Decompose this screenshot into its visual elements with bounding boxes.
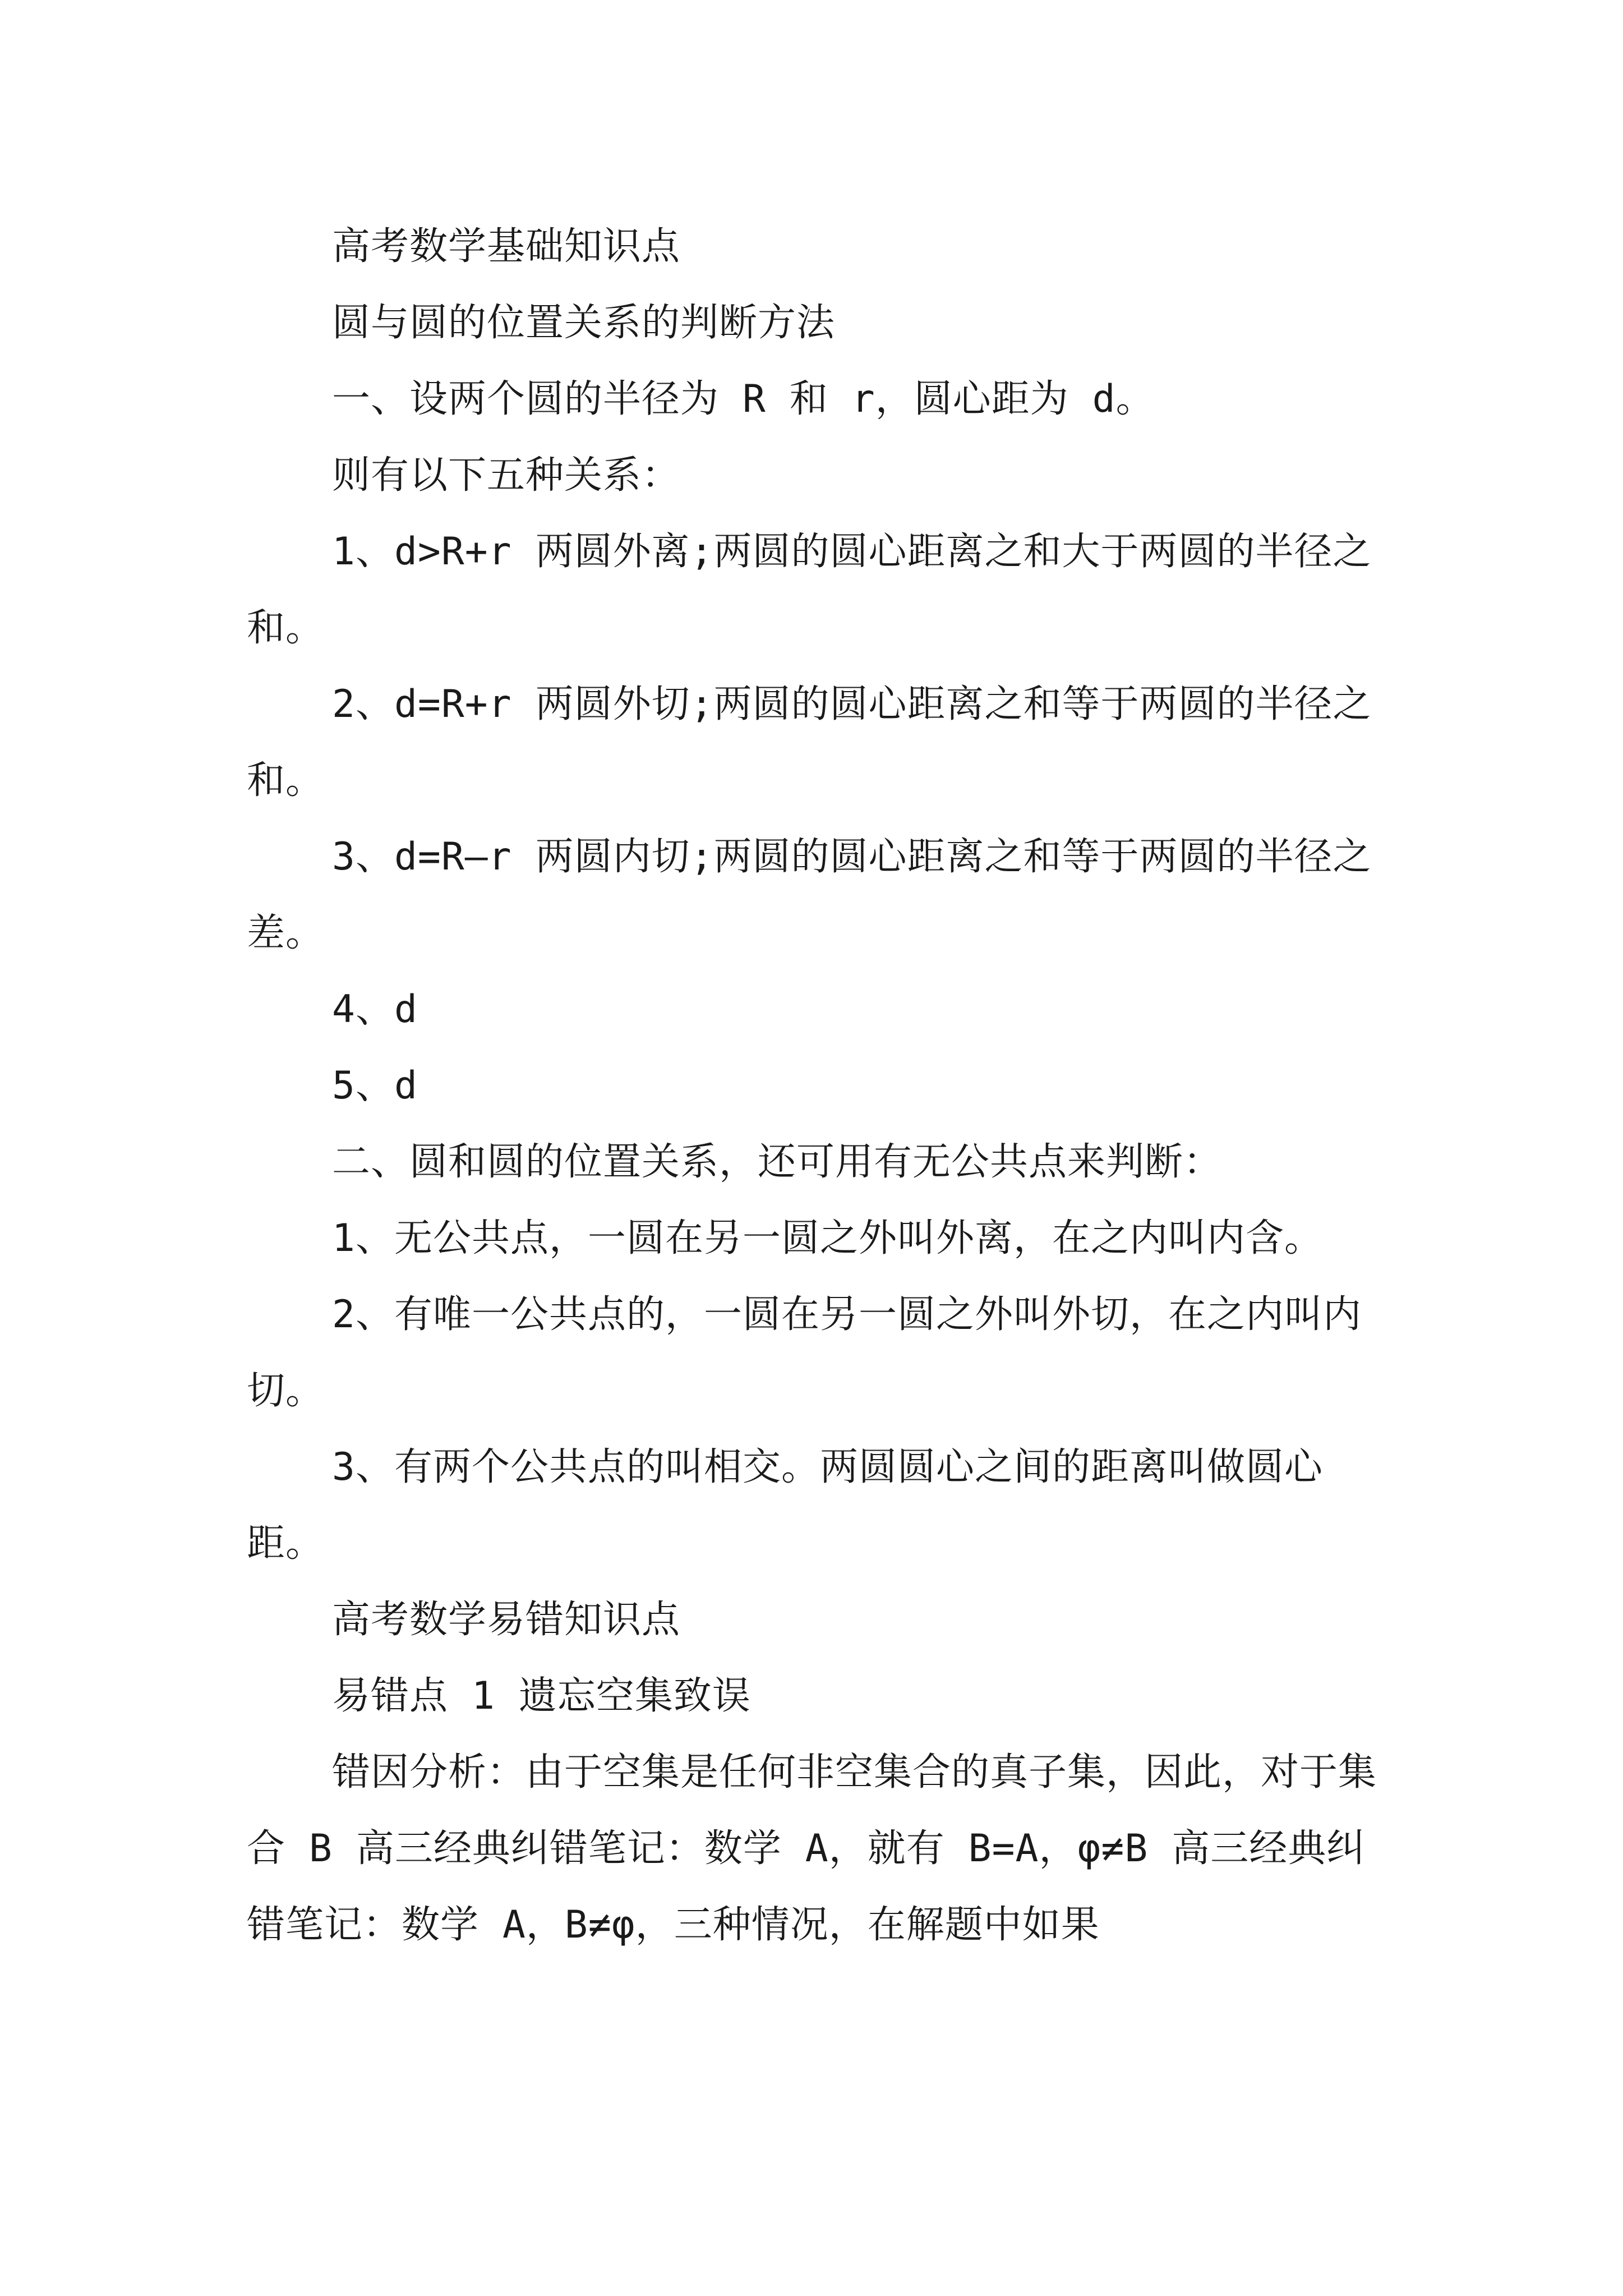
paragraph-error-analysis: 错因分析：由于空集是任何非空集合的真子集，因此，对于集合 B 高三经典纠错笔记：数学 A，就有 B=A，φ≠B 高三经典纠错笔记：数学 A，B≠φ，三种情况，在解题中如果 xyxy=(247,1750,1377,1947)
list-item-relation-1: 1、d>R+r 两圆外离;两圆的圆心距离之和大于两圆的半径之和。 xyxy=(247,530,1372,650)
section-title-circle-relations: 圆与圆的位置关系的判断方法 xyxy=(332,301,836,345)
list-item-common-points-3: 3、有两个公共点的叫相交。两圆圆心之间的距离叫做圆心距。 xyxy=(247,1445,1323,1566)
list-item-relation-3: 3、d=R—r 两圆内切;两圆的圆心距离之和等于两圆的半径之差。 xyxy=(247,835,1372,955)
subheading-error-point-1: 易错点 1 遗忘空集致误 xyxy=(332,1674,751,1718)
paragraph-five-relations-intro: 则有以下五种关系： xyxy=(332,453,681,498)
document-body xyxy=(247,209,1391,1963)
list-item-relation-2: 2、d=R+r 两圆外切;两圆的圆心距离之和等于两圆的半径之和。 xyxy=(247,682,1372,803)
heading-error-prone-knowledge: 高考数学易错知识点 xyxy=(332,1598,681,1642)
list-item-common-points-1: 1、无公共点，一圆在另一圆之外叫外离，在之内叫内含。 xyxy=(332,1216,1323,1260)
list-item-common-points-2: 2、有唯一公共点的，一圆在另一圆之外叫外切，在之内叫内切。 xyxy=(247,1292,1362,1413)
list-item-relation-4: 4、d xyxy=(332,987,418,1032)
paragraph-common-points-intro: 二、圆和圆的位置关系，还可用有无公共点来判断： xyxy=(332,1140,1223,1184)
heading-basic-knowledge: 高考数学基础知识点 xyxy=(332,224,681,269)
list-item-relation-5: 5、d xyxy=(332,1064,418,1108)
paragraph-definitions: 一、设两个圆的半径为 R 和 r，圆心距为 d。 xyxy=(332,377,1155,421)
